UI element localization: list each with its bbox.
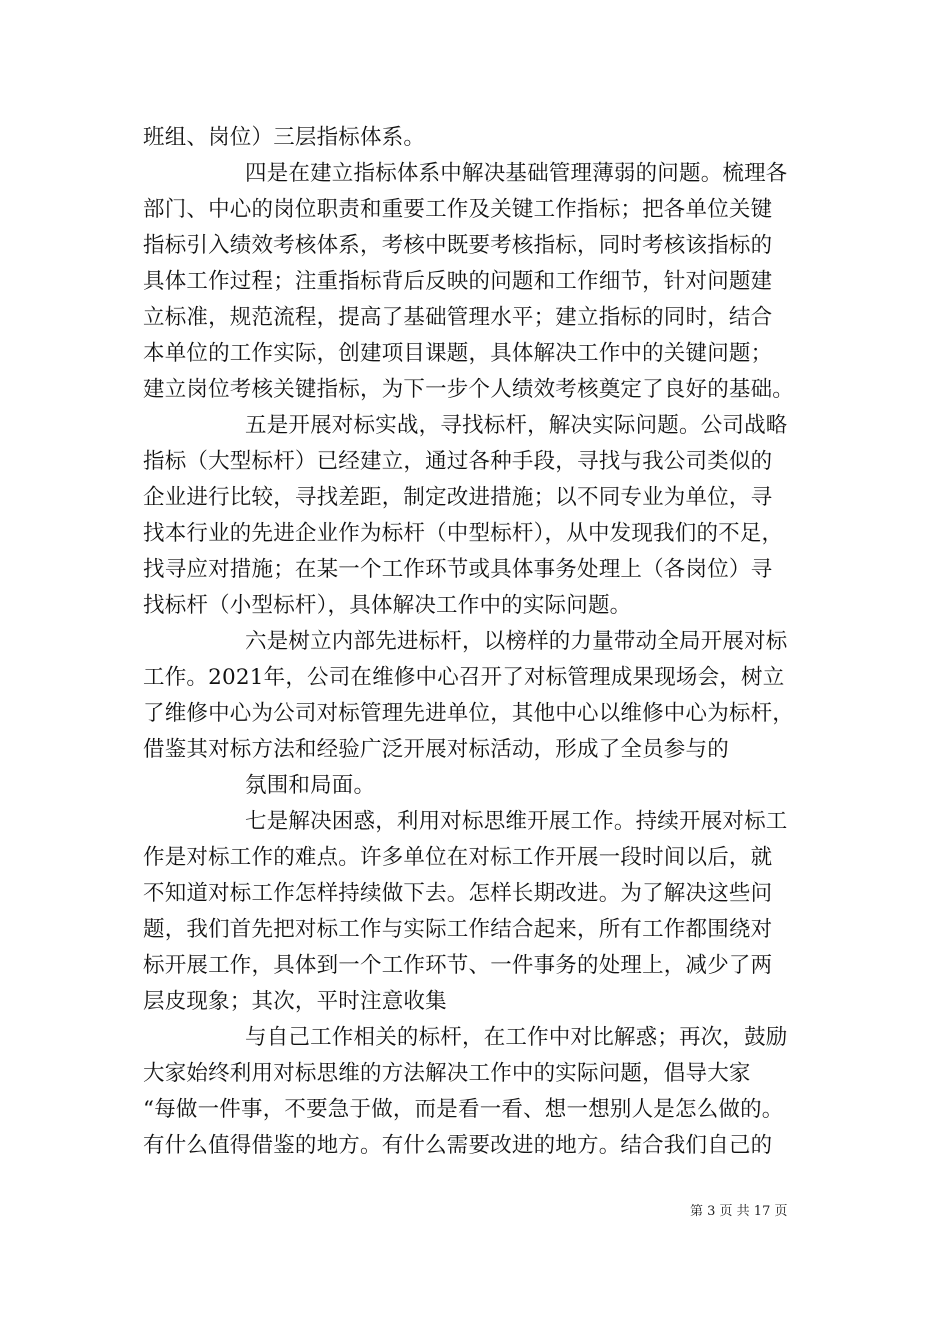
text-line: 找本行业的先进企业作为标杆（中型标杆），从中发现我们的不足， xyxy=(143,521,784,546)
text-line: 指标（大型标杆）已经建立，通过各种手段，寻找与我公司类似的 xyxy=(143,449,773,474)
text-line: 层皮现象；其次，平时注意收集 xyxy=(143,989,447,1014)
text-line: 立标准，规范流程，提高了基础管理水平；建立指标的同时，结合 xyxy=(143,305,773,330)
paragraph xyxy=(143,1020,808,1164)
text-line: 与自己工作相关的标杆，在工作中对比解惑；再次，鼓励 xyxy=(245,1025,788,1050)
text-line: 借鉴其对标方法和经验广泛开展对标活动，形成了全员参与的 xyxy=(143,737,729,762)
paragraph xyxy=(143,768,808,804)
text-line: 工作。2021年，公司在维修中心召开了对标管理成果现场会，树立 xyxy=(143,665,785,690)
text-line: 六是树立内部先进标杆，以榜样的力量带动全局开展对标 xyxy=(245,629,788,654)
text-line: 七是解决困惑，利用对标思维开展工作。持续开展对标工 xyxy=(245,809,788,834)
text-line: 具体工作过程；注重指标背后反映的问题和工作细节，针对问题建 xyxy=(143,269,773,294)
paragraph xyxy=(143,624,808,768)
text-line: 标开展工作，具体到一个工作环节、一件事务的处理上，减少了两 xyxy=(143,953,773,978)
text-line: 大家始终利用对标思维的方法解决工作中的实际问题，倡导大家 xyxy=(143,1061,751,1086)
text-line: 五是开展对标实战，寻找标杆，解决实际问题。公司战略 xyxy=(245,413,788,438)
text-line: 本单位的工作实际，创建项目课题，具体解决工作中的关键问题； xyxy=(143,341,773,366)
text-line: “每做一件事，不要急于做，而是看一看、想一想别人是怎么做的。 xyxy=(143,1097,784,1122)
paragraph xyxy=(143,156,808,408)
text-line: 找寻应对措施；在某一个工作环节或具体事务处理上（各岗位）寻 xyxy=(143,557,773,582)
paragraph xyxy=(143,408,808,624)
text-line: 了维修中心为公司对标管理先进单位，其他中心以维修中心为标杆， xyxy=(143,701,795,726)
text-line: 企业进行比较，寻找差距，制定改进措施；以不同专业为单位，寻 xyxy=(143,485,773,510)
text-line: 找标杆（小型标杆），具体解决工作中的实际问题。 xyxy=(143,593,632,618)
page-number-footer: 第 3 页 共 17 页 xyxy=(690,1204,788,1219)
text-line: 指标引入绩效考核体系，考核中既要考核指标，同时考核该指标的 xyxy=(143,233,773,258)
text-line: 班组、岗位）三层指标体系。 xyxy=(143,125,426,150)
text-line: 四是在建立指标体系中解决基础管理薄弱的问题。梳理各 xyxy=(245,161,788,186)
text-line: 题，我们首先把对标工作与实际工作结合起来，所有工作都围绕对 xyxy=(143,917,773,942)
text-line: 有什么值得借鉴的地方。有什么需要改进的地方。结合我们自己的 xyxy=(143,1133,773,1158)
text-line: 部门、中心的岗位职责和重要工作及关键工作指标；把各单位关键 xyxy=(143,197,773,222)
paragraph xyxy=(143,120,808,156)
text-line: 建立岗位考核关键指标，为下一步个人绩效考核奠定了良好的基础。 xyxy=(143,377,795,402)
text-line: 氛围和局面。 xyxy=(245,773,376,798)
text-line: 作是对标工作的难点。许多单位在对标工作开展一段时间以后，就 xyxy=(143,845,773,870)
paragraph xyxy=(143,804,808,1020)
text-line: 不知道对标工作怎样持续做下去。怎样长期改进。为了解决这些问 xyxy=(143,881,773,906)
